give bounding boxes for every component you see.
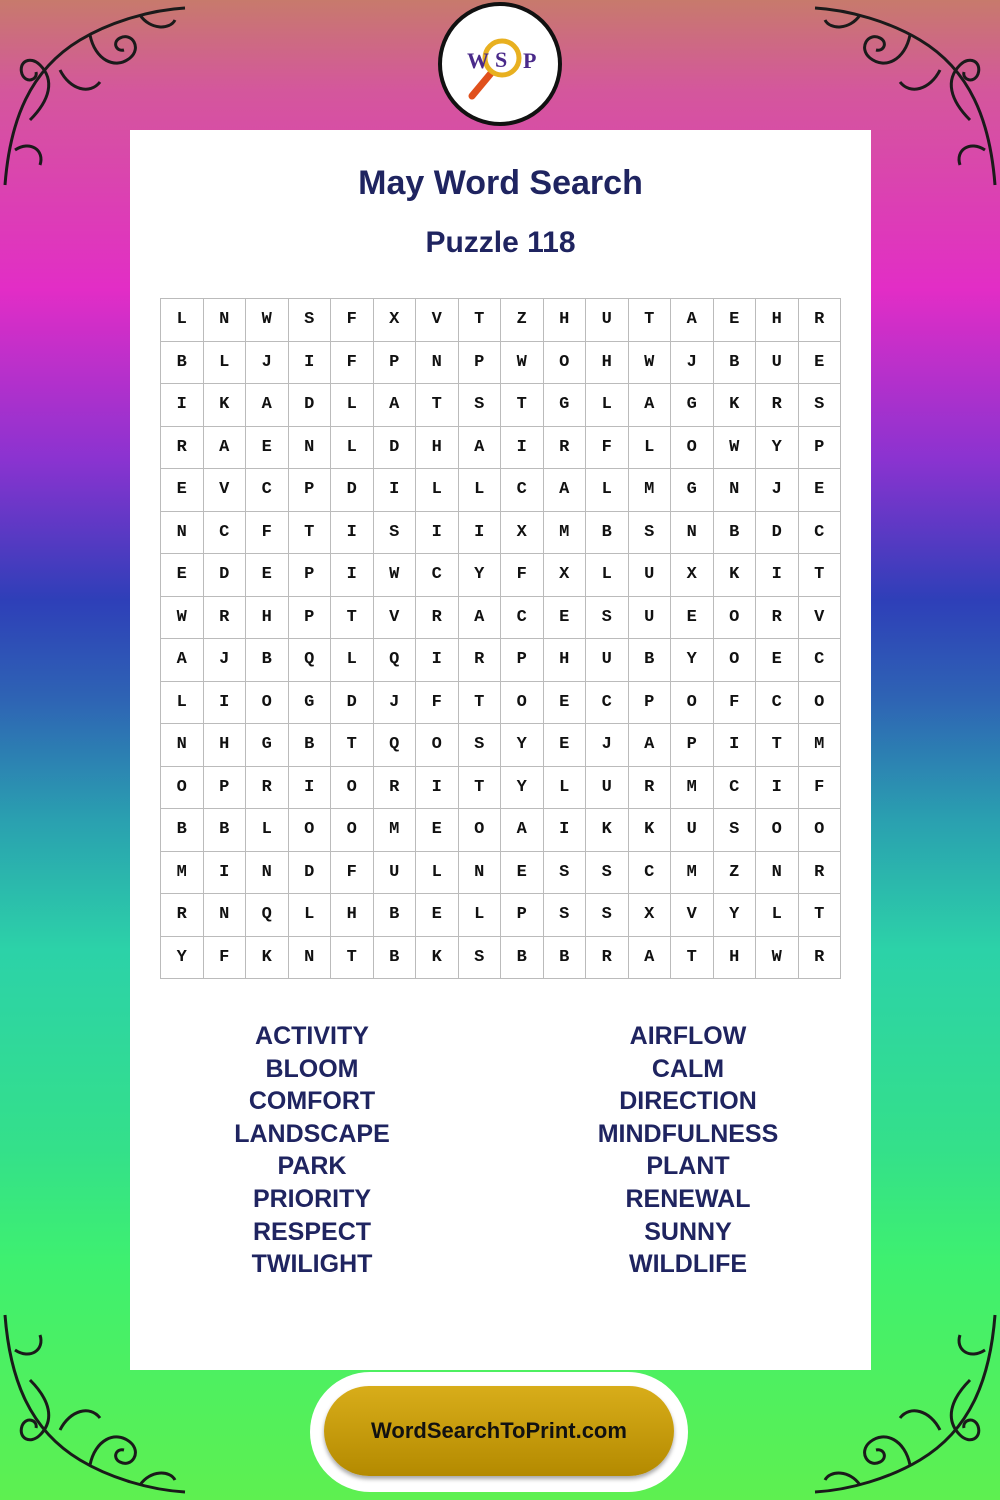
grid-cell[interactable]: N bbox=[204, 894, 247, 937]
footer-badge bbox=[310, 1372, 688, 1492]
grid-cell[interactable]: F bbox=[331, 852, 374, 895]
grid-cell[interactable]: P bbox=[501, 639, 544, 682]
grid-cell[interactable]: F bbox=[246, 512, 289, 555]
grid-cell[interactable]: T bbox=[459, 682, 502, 725]
grid-cell[interactable]: B bbox=[629, 639, 672, 682]
grid-cell[interactable]: N bbox=[161, 512, 204, 555]
grid-cell[interactable]: I bbox=[331, 512, 374, 555]
grid-cell[interactable]: M bbox=[799, 724, 842, 767]
grid-cell[interactable]: V bbox=[416, 299, 459, 342]
grid-cell[interactable]: C bbox=[204, 512, 247, 555]
grid-cell[interactable]: X bbox=[374, 299, 417, 342]
grid-cell[interactable]: P bbox=[629, 682, 672, 725]
grid-cell[interactable]: U bbox=[671, 809, 714, 852]
grid-cell[interactable]: R bbox=[586, 937, 629, 980]
grid-cell[interactable]: X bbox=[671, 554, 714, 597]
grid-cell[interactable]: C bbox=[416, 554, 459, 597]
grid-cell[interactable]: X bbox=[501, 512, 544, 555]
grid-cell[interactable]: B bbox=[374, 937, 417, 980]
grid-cell[interactable]: N bbox=[756, 852, 799, 895]
grid-cell[interactable]: E bbox=[714, 299, 757, 342]
grid-cell[interactable]: L bbox=[331, 384, 374, 427]
grid-cell[interactable]: B bbox=[544, 937, 587, 980]
grid-cell[interactable]: C bbox=[246, 469, 289, 512]
word-item: ACTIVITY bbox=[255, 1022, 369, 1050]
grid-cell[interactable]: Y bbox=[161, 937, 204, 980]
grid-cell[interactable]: A bbox=[629, 724, 672, 767]
grid-cell[interactable]: L bbox=[416, 852, 459, 895]
grid-cell[interactable]: L bbox=[586, 469, 629, 512]
grid-cell[interactable]: A bbox=[629, 937, 672, 980]
grid-cell[interactable]: O bbox=[799, 682, 842, 725]
grid-cell[interactable]: J bbox=[756, 469, 799, 512]
grid-cell[interactable]: J bbox=[374, 682, 417, 725]
grid-cell[interactable]: B bbox=[714, 512, 757, 555]
grid-cell[interactable]: S bbox=[586, 852, 629, 895]
grid-cell[interactable]: C bbox=[629, 852, 672, 895]
grid-cell[interactable]: K bbox=[416, 937, 459, 980]
grid-cell[interactable]: C bbox=[714, 767, 757, 810]
grid-cell[interactable]: B bbox=[246, 639, 289, 682]
grid-cell[interactable]: S bbox=[799, 384, 842, 427]
grid-cell[interactable]: A bbox=[204, 427, 247, 470]
grid-cell[interactable]: B bbox=[161, 342, 204, 385]
grid-cell[interactable]: R bbox=[204, 597, 247, 640]
grid-cell[interactable]: I bbox=[204, 682, 247, 725]
grid-cell[interactable]: Y bbox=[501, 767, 544, 810]
grid-cell[interactable]: F bbox=[501, 554, 544, 597]
grid-cell[interactable]: I bbox=[459, 512, 502, 555]
grid-cell[interactable]: N bbox=[289, 427, 332, 470]
grid-cell[interactable]: U bbox=[629, 554, 672, 597]
grid-cell[interactable]: P bbox=[799, 427, 842, 470]
grid-cell[interactable]: U bbox=[586, 767, 629, 810]
grid-cell[interactable]: O bbox=[714, 639, 757, 682]
grid-cell[interactable]: L bbox=[756, 894, 799, 937]
grid-cell[interactable]: Q bbox=[374, 639, 417, 682]
grid-cell[interactable]: L bbox=[586, 554, 629, 597]
grid-cell[interactable]: L bbox=[459, 894, 502, 937]
grid-cell[interactable]: I bbox=[416, 639, 459, 682]
grid-cell[interactable]: O bbox=[544, 342, 587, 385]
grid-cell[interactable]: Y bbox=[756, 427, 799, 470]
grid-cell[interactable]: N bbox=[289, 937, 332, 980]
grid-cell[interactable]: T bbox=[331, 724, 374, 767]
logo-letter-w: W bbox=[467, 48, 489, 73]
grid-cell[interactable]: A bbox=[671, 299, 714, 342]
grid-cell[interactable]: I bbox=[756, 767, 799, 810]
grid-cell[interactable]: A bbox=[246, 384, 289, 427]
grid-cell[interactable]: I bbox=[756, 554, 799, 597]
grid-cell[interactable]: J bbox=[586, 724, 629, 767]
grid-cell[interactable]: L bbox=[544, 767, 587, 810]
grid-cell[interactable]: K bbox=[586, 809, 629, 852]
grid-cell[interactable]: M bbox=[629, 469, 672, 512]
grid-cell[interactable]: E bbox=[799, 469, 842, 512]
grid-cell[interactable]: M bbox=[161, 852, 204, 895]
grid-cell[interactable]: N bbox=[671, 512, 714, 555]
grid-cell[interactable]: P bbox=[374, 342, 417, 385]
grid-cell[interactable]: O bbox=[671, 682, 714, 725]
grid-cell[interactable]: R bbox=[544, 427, 587, 470]
grid-cell[interactable]: P bbox=[459, 342, 502, 385]
grid-cell[interactable]: S bbox=[459, 724, 502, 767]
grid-cell[interactable]: I bbox=[544, 809, 587, 852]
grid-cell[interactable]: Z bbox=[714, 852, 757, 895]
grid-cell[interactable]: M bbox=[671, 852, 714, 895]
logo-letter-s: S bbox=[495, 47, 508, 72]
grid-cell[interactable]: F bbox=[586, 427, 629, 470]
grid-cell[interactable]: E bbox=[671, 597, 714, 640]
grid-cell[interactable]: K bbox=[714, 384, 757, 427]
grid-cell[interactable]: E bbox=[544, 597, 587, 640]
grid-cell[interactable]: R bbox=[756, 597, 799, 640]
grid-cell[interactable]: Y bbox=[501, 724, 544, 767]
grid-cell[interactable]: S bbox=[586, 894, 629, 937]
grid-cell[interactable]: M bbox=[544, 512, 587, 555]
grid-cell[interactable]: A bbox=[501, 809, 544, 852]
grid-cell[interactable]: O bbox=[501, 682, 544, 725]
grid-cell[interactable]: U bbox=[586, 299, 629, 342]
grid-cell[interactable]: B bbox=[586, 512, 629, 555]
grid-cell[interactable]: I bbox=[714, 724, 757, 767]
grid-cell[interactable]: A bbox=[544, 469, 587, 512]
grid-cell[interactable]: C bbox=[501, 469, 544, 512]
grid-cell[interactable]: L bbox=[629, 427, 672, 470]
grid-cell[interactable]: E bbox=[501, 852, 544, 895]
grid-cell[interactable]: F bbox=[799, 767, 842, 810]
grid-cell[interactable]: R bbox=[799, 937, 842, 980]
grid-cell[interactable]: V bbox=[799, 597, 842, 640]
grid-cell[interactable]: G bbox=[671, 469, 714, 512]
grid-cell[interactable]: A bbox=[459, 427, 502, 470]
grid-cell[interactable]: F bbox=[204, 937, 247, 980]
grid-cell[interactable]: R bbox=[246, 767, 289, 810]
grid-cell[interactable]: V bbox=[374, 597, 417, 640]
grid-cell[interactable]: W bbox=[161, 597, 204, 640]
word-item: PRIORITY bbox=[252, 1184, 372, 1213]
grid-cell[interactable]: W bbox=[374, 554, 417, 597]
grid-cell[interactable]: Q bbox=[374, 724, 417, 767]
grid-cell[interactable]: H bbox=[544, 299, 587, 342]
grid-cell[interactable]: L bbox=[204, 342, 247, 385]
grid-cell[interactable]: I bbox=[374, 469, 417, 512]
grid-cell[interactable]: Q bbox=[289, 639, 332, 682]
grid-cell[interactable]: X bbox=[544, 554, 587, 597]
magnifier-logo-icon bbox=[450, 14, 550, 114]
grid-cell[interactable]: H bbox=[756, 299, 799, 342]
grid-cell[interactable]: N bbox=[416, 342, 459, 385]
grid-cell[interactable]: D bbox=[204, 554, 247, 597]
website-link[interactable]: WordSearchToPrint.com bbox=[324, 1386, 674, 1476]
grid-cell[interactable]: T bbox=[416, 384, 459, 427]
grid-cell[interactable]: S bbox=[544, 852, 587, 895]
grid-cell[interactable]: Y bbox=[671, 639, 714, 682]
grid-cell[interactable]: H bbox=[416, 427, 459, 470]
grid-cell[interactable]: X bbox=[629, 894, 672, 937]
grid-cell[interactable]: S bbox=[374, 512, 417, 555]
grid-cell[interactable]: I bbox=[204, 852, 247, 895]
grid-cell[interactable]: K bbox=[714, 554, 757, 597]
grid-cell[interactable]: P bbox=[501, 894, 544, 937]
grid-cell[interactable]: S bbox=[459, 937, 502, 980]
grid-cell[interactable]: L bbox=[289, 894, 332, 937]
grid-cell[interactable]: L bbox=[161, 682, 204, 725]
grid-cell[interactable]: E bbox=[544, 724, 587, 767]
grid-cell[interactable]: L bbox=[459, 469, 502, 512]
grid-cell[interactable]: C bbox=[799, 512, 842, 555]
grid-cell[interactable]: A bbox=[161, 639, 204, 682]
grid-cell[interactable]: L bbox=[246, 809, 289, 852]
grid-cell[interactable]: T bbox=[459, 767, 502, 810]
grid-cell[interactable]: I bbox=[416, 767, 459, 810]
grid-cell[interactable]: F bbox=[331, 299, 374, 342]
puzzle-sheet bbox=[130, 130, 871, 1370]
word-item: LANDSCAPE bbox=[234, 1119, 390, 1148]
grid-cell[interactable]: G bbox=[289, 682, 332, 725]
grid-cell[interactable]: T bbox=[671, 937, 714, 980]
grid-cell[interactable]: L bbox=[586, 384, 629, 427]
grid-cell[interactable]: U bbox=[629, 597, 672, 640]
word-item: BLOOM bbox=[265, 1054, 359, 1083]
grid-cell[interactable]: F bbox=[714, 682, 757, 725]
grid-cell[interactable]: N bbox=[246, 852, 289, 895]
grid-cell[interactable]: B bbox=[501, 937, 544, 980]
grid-cell[interactable]: R bbox=[374, 767, 417, 810]
grid-cell[interactable]: B bbox=[289, 724, 332, 767]
grid-cell[interactable]: F bbox=[416, 682, 459, 725]
grid-cell[interactable]: D bbox=[374, 427, 417, 470]
grid-cell[interactable]: K bbox=[629, 809, 672, 852]
word-item: COMFORT bbox=[248, 1087, 376, 1116]
grid-cell[interactable]: M bbox=[671, 767, 714, 810]
grid-cell[interactable]: T bbox=[459, 299, 502, 342]
grid-cell[interactable]: I bbox=[331, 554, 374, 597]
grid-cell[interactable]: S bbox=[544, 894, 587, 937]
grid-cell[interactable]: R bbox=[799, 852, 842, 895]
grid-cell[interactable]: S bbox=[714, 809, 757, 852]
grid-cell[interactable]: T bbox=[799, 554, 842, 597]
grid-cell[interactable]: O bbox=[416, 724, 459, 767]
grid-cell[interactable]: I bbox=[289, 767, 332, 810]
grid-cell[interactable]: O bbox=[331, 809, 374, 852]
grid-cell[interactable]: D bbox=[289, 852, 332, 895]
grid-cell[interactable]: F bbox=[331, 342, 374, 385]
grid-cell[interactable]: T bbox=[331, 937, 374, 980]
grid-cell[interactable]: O bbox=[289, 809, 332, 852]
grid-cell[interactable]: W bbox=[629, 342, 672, 385]
grid-cell[interactable]: T bbox=[289, 512, 332, 555]
grid-cell[interactable]: W bbox=[756, 937, 799, 980]
grid-cell[interactable]: O bbox=[246, 682, 289, 725]
grid-cell[interactable]: O bbox=[756, 809, 799, 852]
grid-cell[interactable]: C bbox=[756, 682, 799, 725]
grid-cell[interactable]: P bbox=[289, 554, 332, 597]
grid-cell[interactable]: Y bbox=[714, 894, 757, 937]
grid-cell[interactable]: R bbox=[416, 597, 459, 640]
grid-cell[interactable]: I bbox=[416, 512, 459, 555]
grid-cell[interactable]: Y bbox=[459, 554, 502, 597]
grid-cell[interactable]: E bbox=[416, 894, 459, 937]
grid-cell[interactable]: V bbox=[204, 469, 247, 512]
word-item: DIRECTION bbox=[619, 1087, 757, 1116]
grid-cell[interactable]: Z bbox=[501, 299, 544, 342]
grid-cell[interactable]: U bbox=[586, 639, 629, 682]
grid-cell[interactable]: A bbox=[459, 597, 502, 640]
grid-cell[interactable]: P bbox=[204, 767, 247, 810]
grid-cell[interactable]: R bbox=[629, 767, 672, 810]
grid-cell[interactable]: H bbox=[204, 724, 247, 767]
grid-cell[interactable]: P bbox=[289, 597, 332, 640]
grid-cell[interactable]: B bbox=[374, 894, 417, 937]
word-item: MINDFULNESS bbox=[597, 1119, 779, 1148]
grid-cell[interactable]: L bbox=[331, 427, 374, 470]
grid-cell[interactable]: E bbox=[756, 639, 799, 682]
grid-cell[interactable]: E bbox=[161, 469, 204, 512]
grid-cell[interactable]: Q bbox=[246, 894, 289, 937]
letter-grid bbox=[160, 298, 841, 979]
grid-cell[interactable]: I bbox=[161, 384, 204, 427]
grid-cell[interactable]: B bbox=[161, 809, 204, 852]
grid-cell[interactable]: O bbox=[799, 809, 842, 852]
grid-cell[interactable]: E bbox=[544, 682, 587, 725]
grid-cell[interactable]: C bbox=[501, 597, 544, 640]
grid-cell[interactable]: E bbox=[161, 554, 204, 597]
word-item: PARK bbox=[277, 1152, 347, 1181]
grid-cell[interactable]: U bbox=[756, 342, 799, 385]
grid-cell[interactable]: R bbox=[459, 639, 502, 682]
grid-cell[interactable]: O bbox=[161, 767, 204, 810]
word-list-right bbox=[518, 1020, 858, 1281]
grid-cell[interactable]: T bbox=[629, 299, 672, 342]
word-item: AIRFLOW bbox=[629, 1022, 747, 1050]
grid-cell[interactable]: E bbox=[416, 809, 459, 852]
logo-letter-p: P bbox=[523, 48, 537, 73]
grid-cell[interactable]: D bbox=[331, 469, 374, 512]
grid-cell[interactable]: C bbox=[586, 682, 629, 725]
grid-cell[interactable]: R bbox=[756, 384, 799, 427]
grid-cell[interactable]: O bbox=[714, 597, 757, 640]
grid-cell[interactable]: H bbox=[246, 597, 289, 640]
grid-cell[interactable]: J bbox=[204, 639, 247, 682]
grid-cell[interactable]: P bbox=[671, 724, 714, 767]
grid-cell[interactable]: L bbox=[331, 639, 374, 682]
grid-cell[interactable]: D bbox=[756, 512, 799, 555]
grid-cell[interactable]: T bbox=[799, 894, 842, 937]
puzzle-number: Puzzle 118 bbox=[425, 226, 576, 259]
grid-cell[interactable]: T bbox=[501, 384, 544, 427]
grid-cell[interactable]: D bbox=[331, 682, 374, 725]
grid-cell[interactable]: C bbox=[799, 639, 842, 682]
word-item: TWILIGHT bbox=[251, 1250, 373, 1279]
grid-cell[interactable]: E bbox=[246, 554, 289, 597]
grid-cell[interactable]: H bbox=[331, 894, 374, 937]
grid-cell[interactable]: W bbox=[714, 427, 757, 470]
grid-cell[interactable]: E bbox=[246, 427, 289, 470]
grid-cell[interactable]: A bbox=[629, 384, 672, 427]
wsp-logo[interactable] bbox=[438, 2, 562, 126]
grid-cell[interactable]: G bbox=[544, 384, 587, 427]
grid-cell[interactable]: T bbox=[331, 597, 374, 640]
word-item: RESPECT bbox=[252, 1217, 372, 1246]
grid-cell[interactable]: O bbox=[671, 427, 714, 470]
grid-cell[interactable]: S bbox=[459, 384, 502, 427]
grid-cell[interactable]: W bbox=[246, 299, 289, 342]
grid-cell[interactable]: W bbox=[501, 342, 544, 385]
grid-cell[interactable]: L bbox=[161, 299, 204, 342]
grid-cell[interactable]: I bbox=[501, 427, 544, 470]
grid-cell[interactable]: D bbox=[289, 384, 332, 427]
grid-cell[interactable]: S bbox=[289, 299, 332, 342]
grid-cell[interactable]: H bbox=[586, 342, 629, 385]
grid-cell[interactable]: B bbox=[204, 809, 247, 852]
grid-cell[interactable]: G bbox=[671, 384, 714, 427]
grid-cell[interactable]: K bbox=[204, 384, 247, 427]
grid-cell[interactable]: K bbox=[246, 937, 289, 980]
grid-cell[interactable]: A bbox=[374, 384, 417, 427]
grid-cell[interactable]: O bbox=[331, 767, 374, 810]
grid-cell[interactable]: B bbox=[714, 342, 757, 385]
grid-cell[interactable]: L bbox=[416, 469, 459, 512]
grid-cell[interactable]: S bbox=[629, 512, 672, 555]
grid-cell[interactable]: V bbox=[671, 894, 714, 937]
grid-cell[interactable]: J bbox=[246, 342, 289, 385]
grid-cell[interactable]: G bbox=[246, 724, 289, 767]
grid-cell[interactable]: N bbox=[161, 724, 204, 767]
grid-cell[interactable]: N bbox=[714, 469, 757, 512]
word-item: RENEWAL bbox=[625, 1184, 751, 1213]
grid-cell[interactable]: J bbox=[671, 342, 714, 385]
grid-cell[interactable]: O bbox=[459, 809, 502, 852]
page-title: May Word Search bbox=[358, 164, 643, 202]
grid-cell[interactable]: R bbox=[161, 894, 204, 937]
word-item: CALM bbox=[651, 1054, 725, 1083]
grid-cell[interactable]: I bbox=[289, 342, 332, 385]
grid-cell[interactable]: M bbox=[374, 809, 417, 852]
word-item: SUNNY bbox=[644, 1217, 732, 1246]
grid-cell[interactable]: H bbox=[544, 639, 587, 682]
grid-cell[interactable]: N bbox=[459, 852, 502, 895]
word-item: PLANT bbox=[646, 1152, 730, 1181]
grid-cell[interactable]: P bbox=[289, 469, 332, 512]
grid-cell[interactable]: T bbox=[756, 724, 799, 767]
grid-cell[interactable]: E bbox=[799, 342, 842, 385]
word-list-left bbox=[142, 1020, 482, 1281]
grid-cell[interactable]: N bbox=[204, 299, 247, 342]
grid-cell[interactable]: R bbox=[799, 299, 842, 342]
grid-cell[interactable]: H bbox=[714, 937, 757, 980]
grid-cell[interactable]: R bbox=[161, 427, 204, 470]
word-item: WILDLIFE bbox=[628, 1250, 748, 1279]
grid-cell[interactable]: U bbox=[374, 852, 417, 895]
grid-cell[interactable]: S bbox=[586, 597, 629, 640]
